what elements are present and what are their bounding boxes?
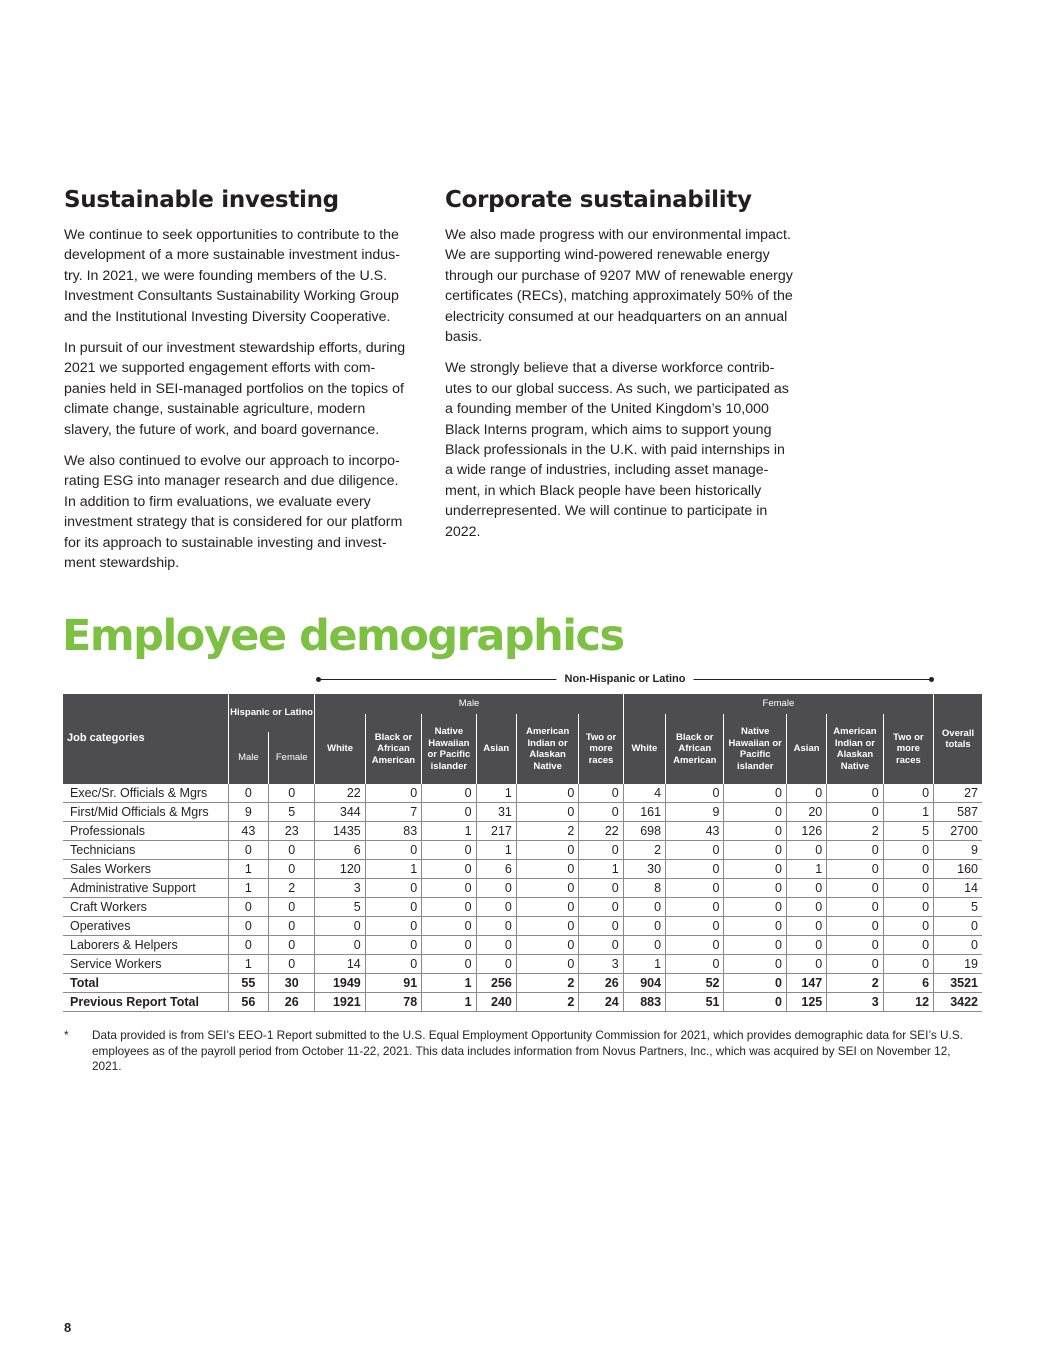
job-category-cell: Professionals: [63, 822, 228, 841]
value-cell: 43: [666, 822, 724, 841]
value-cell: 0: [883, 841, 933, 860]
job-category-cell: Administrative Support: [63, 879, 228, 898]
header-female-asian: Asian: [786, 714, 826, 784]
value-cell: 0: [786, 955, 826, 974]
value-cell: 20: [786, 803, 826, 822]
value-cell: 883: [623, 993, 665, 1012]
header-job-categories: Job categories: [63, 694, 228, 784]
sustainable-paragraph-1: We continue to seek opportunities to contribute to the development of a more sustainable investment industry. In 2021, we were founding members of the U.S. Investment Consultants Sustainability Working Group and the Institutional Investing Diversity Cooperative.: [64, 227, 400, 325]
value-cell: 0: [934, 936, 982, 955]
value-cell: 0: [579, 917, 623, 936]
value-cell: 1921: [315, 993, 365, 1012]
header-male-white: White: [315, 714, 365, 784]
header-female-two-or-more: Two or more races: [883, 714, 933, 784]
value-cell: 0: [422, 784, 476, 803]
header-overall-totals: Overall totals: [934, 694, 982, 784]
value-cell: 0: [724, 936, 786, 955]
value-cell: 3: [827, 993, 883, 1012]
value-cell: 1: [365, 860, 421, 879]
corporate-paragraph-2: We strongly believe that a diverse workforce contributes to our global success. As such, we participated as a founding member of the United Kingdom’s 10,000 Black Interns program, which aims to support young Black professionals in the U.K. with paid internships in a wide range of industries, including asset management, in which Black people have been historically underrepresented. We will continue to participate in 2022.: [445, 360, 789, 540]
value-cell: 0: [827, 841, 883, 860]
value-cell: 1: [476, 784, 516, 803]
job-category-cell: First/Mid Officials & Mgrs: [63, 803, 228, 822]
value-cell: 22: [579, 822, 623, 841]
job-category-cell: Sales Workers: [63, 860, 228, 879]
value-cell: 0: [579, 784, 623, 803]
value-cell: 0: [724, 879, 786, 898]
value-cell: 0: [365, 936, 421, 955]
value-cell: 0: [315, 917, 365, 936]
value-cell: 1: [623, 955, 665, 974]
value-cell: 26: [269, 993, 315, 1012]
value-cell: 0: [666, 917, 724, 936]
value-cell: 0: [269, 955, 315, 974]
value-cell: 0: [724, 955, 786, 974]
value-cell: 5: [883, 822, 933, 841]
value-cell: 1: [228, 955, 268, 974]
value-cell: 19: [934, 955, 982, 974]
non-hispanic-label: Non-Hispanic or Latino: [557, 671, 694, 687]
value-cell: 0: [827, 860, 883, 879]
value-cell: 0: [579, 841, 623, 860]
value-cell: 0: [827, 784, 883, 803]
value-cell: 9: [228, 803, 268, 822]
value-cell: 0: [365, 955, 421, 974]
value-cell: 0: [516, 936, 578, 955]
value-cell: 0: [883, 936, 933, 955]
value-cell: 0: [666, 860, 724, 879]
value-cell: 698: [623, 822, 665, 841]
value-cell: 78: [365, 993, 421, 1012]
value-cell: 0: [724, 841, 786, 860]
value-cell: 0: [422, 860, 476, 879]
value-cell: 24: [579, 993, 623, 1012]
value-cell: 5: [315, 898, 365, 917]
value-cell: 5: [934, 898, 982, 917]
value-cell: 0: [623, 936, 665, 955]
footnote-text: Data provided is from SEI’s EEO-1 Report submitted to the U.S. Equal Employment Opportunity Commission for 2021, which provides demographic data for SEI’s U.S. employees as of the payroll period from October 11-22, 2021. This data includes information from Novus Partners, Inc., which was acquired by SEI on November 12, 2021.: [92, 1028, 963, 1073]
value-cell: 0: [422, 917, 476, 936]
value-cell: 0: [724, 898, 786, 917]
value-cell: 0: [883, 955, 933, 974]
job-category-cell: Craft Workers: [63, 898, 228, 917]
job-category-cell: Service Workers: [63, 955, 228, 974]
value-cell: 0: [724, 822, 786, 841]
value-cell: 0: [365, 879, 421, 898]
value-cell: 0: [228, 936, 268, 955]
value-cell: 0: [786, 898, 826, 917]
table-row: [63, 936, 982, 955]
value-cell: 0: [827, 803, 883, 822]
value-cell: 2: [516, 822, 578, 841]
value-cell: 5: [269, 803, 315, 822]
value-cell: 0: [269, 841, 315, 860]
value-cell: 51: [666, 993, 724, 1012]
table-row: [63, 841, 982, 860]
value-cell: 1: [422, 993, 476, 1012]
value-cell: 0: [422, 936, 476, 955]
value-cell: 0: [827, 936, 883, 955]
value-cell: 344: [315, 803, 365, 822]
value-cell: 0: [516, 898, 578, 917]
value-cell: 8: [623, 879, 665, 898]
value-cell: 0: [422, 841, 476, 860]
value-cell: 0: [516, 803, 578, 822]
sustainable-paragraph-2: In pursuit of our investment stewardship efforts, during 2021 we supported engagement efforts with companies held in SEI-managed portfolios on the topics of climate change, sustainable agriculture, modern slavery, the future of work, and board governance.: [64, 340, 406, 438]
value-cell: 1949: [315, 974, 365, 993]
header-hispanic: Hispanic or Latino: [228, 694, 315, 732]
value-cell: 904: [623, 974, 665, 993]
table-row: [63, 879, 982, 898]
value-cell: 2: [623, 841, 665, 860]
value-cell: 0: [666, 955, 724, 974]
value-cell: 0: [827, 917, 883, 936]
value-cell: 0: [883, 860, 933, 879]
value-cell: 14: [934, 879, 982, 898]
value-cell: 0: [516, 917, 578, 936]
value-cell: 43: [228, 822, 268, 841]
value-cell: 0: [786, 879, 826, 898]
corporate-paragraph-1: We also made progress with our environmental impact. We are supporting wind-powered renewable energy through our purchase of 9207 MW of renewable energy certificates (RECs), matching approximately 50% of the electricity consumed at our headquarters on an annual basis.: [445, 227, 793, 346]
value-cell: 0: [786, 917, 826, 936]
table-row: [63, 803, 982, 822]
value-cell: 0: [579, 803, 623, 822]
value-cell: 56: [228, 993, 268, 1012]
value-cell: 0: [579, 879, 623, 898]
value-cell: 0: [724, 974, 786, 993]
value-cell: 7: [365, 803, 421, 822]
sustainable-investing-section: [64, 185, 412, 585]
employee-demographics-title: Employee demographics: [62, 611, 624, 661]
job-category-cell: Exec/Sr. Officials & Mgrs: [63, 784, 228, 803]
value-cell: 0: [516, 955, 578, 974]
value-cell: 0: [476, 955, 516, 974]
value-cell: 3: [315, 879, 365, 898]
value-cell: 83: [365, 822, 421, 841]
sustainable-investing-heading: Sustainable investing: [64, 187, 339, 213]
value-cell: 0: [365, 917, 421, 936]
value-cell: 1: [228, 860, 268, 879]
value-cell: 0: [786, 841, 826, 860]
value-cell: 0: [883, 784, 933, 803]
value-cell: 2700: [934, 822, 982, 841]
value-cell: 0: [228, 784, 268, 803]
header-hispanic-male: Male: [228, 732, 268, 784]
value-cell: 30: [269, 974, 315, 993]
value-cell: 0: [724, 993, 786, 1012]
value-cell: 0: [827, 955, 883, 974]
value-cell: 0: [786, 784, 826, 803]
value-cell: 0: [724, 803, 786, 822]
value-cell: 240: [476, 993, 516, 1012]
value-cell: 9: [934, 841, 982, 860]
value-cell: 0: [269, 936, 315, 955]
bracket-dot-left: [316, 677, 321, 682]
value-cell: 0: [623, 898, 665, 917]
corporate-sustainability-section: [445, 185, 793, 553]
value-cell: 1435: [315, 822, 365, 841]
value-cell: 2: [516, 974, 578, 993]
total-row: [63, 993, 982, 1012]
table-row: [63, 822, 982, 841]
header-female-native: Native Hawaiian or Pacific islander: [724, 714, 786, 784]
value-cell: 0: [228, 898, 268, 917]
value-cell: 256: [476, 974, 516, 993]
value-cell: 0: [516, 860, 578, 879]
value-cell: 1: [476, 841, 516, 860]
value-cell: 0: [476, 936, 516, 955]
total-row: [63, 974, 982, 993]
value-cell: 0: [516, 784, 578, 803]
value-cell: 0: [883, 917, 933, 936]
value-cell: 0: [579, 936, 623, 955]
value-cell: 1: [883, 803, 933, 822]
value-cell: 0: [786, 936, 826, 955]
table-row: [63, 955, 982, 974]
value-cell: 0: [827, 898, 883, 917]
value-cell: 0: [666, 841, 724, 860]
value-cell: 0: [666, 879, 724, 898]
value-cell: 0: [666, 898, 724, 917]
value-cell: 0: [516, 879, 578, 898]
value-cell: 1: [422, 822, 476, 841]
footnote-mark: *: [64, 1028, 69, 1042]
table-row: [63, 784, 982, 803]
value-cell: 0: [934, 917, 982, 936]
value-cell: 2: [269, 879, 315, 898]
value-cell: 0: [422, 898, 476, 917]
value-cell: 0: [724, 917, 786, 936]
value-cell: 0: [269, 898, 315, 917]
value-cell: 160: [934, 860, 982, 879]
value-cell: 147: [786, 974, 826, 993]
value-cell: 31: [476, 803, 516, 822]
value-cell: 26: [579, 974, 623, 993]
header-male-black: Black or African American: [365, 714, 421, 784]
value-cell: 0: [365, 841, 421, 860]
value-cell: 0: [476, 917, 516, 936]
value-cell: 0: [827, 879, 883, 898]
job-category-cell: Total: [63, 974, 228, 993]
value-cell: 0: [269, 917, 315, 936]
value-cell: 0: [269, 784, 315, 803]
table-row: [63, 860, 982, 879]
value-cell: 1: [579, 860, 623, 879]
job-category-cell: Previous Report Total: [63, 993, 228, 1012]
header-male-group: Male: [315, 694, 623, 714]
bracket-dot-right: [929, 677, 934, 682]
corporate-sustainability-heading: Corporate sustainability: [445, 187, 752, 213]
value-cell: 0: [579, 898, 623, 917]
value-cell: 0: [516, 841, 578, 860]
demographics-table: [63, 694, 982, 1012]
value-cell: 30: [623, 860, 665, 879]
header-male-asian: Asian: [476, 714, 516, 784]
value-cell: 161: [623, 803, 665, 822]
value-cell: 0: [883, 879, 933, 898]
value-cell: 0: [315, 936, 365, 955]
value-cell: 0: [422, 955, 476, 974]
value-cell: 2: [516, 993, 578, 1012]
value-cell: 6: [883, 974, 933, 993]
value-cell: 0: [724, 784, 786, 803]
header-female-american-indian: American Indian or Alaskan Native: [827, 714, 883, 784]
value-cell: 3422: [934, 993, 982, 1012]
value-cell: 0: [883, 898, 933, 917]
non-hispanic-bracket: [318, 671, 932, 687]
value-cell: 0: [269, 860, 315, 879]
header-male-native: Native Hawaiian or Pacific islander: [422, 714, 476, 784]
value-cell: 0: [365, 784, 421, 803]
value-cell: 120: [315, 860, 365, 879]
value-cell: 217: [476, 822, 516, 841]
value-cell: 0: [476, 898, 516, 917]
header-female-group: Female: [623, 694, 933, 714]
value-cell: 0: [724, 860, 786, 879]
job-category-cell: Technicians: [63, 841, 228, 860]
value-cell: 126: [786, 822, 826, 841]
value-cell: 1: [228, 879, 268, 898]
value-cell: 22: [315, 784, 365, 803]
value-cell: 2: [827, 822, 883, 841]
page-number: 8: [64, 1320, 72, 1335]
job-category-cell: Operatives: [63, 917, 228, 936]
value-cell: 0: [228, 917, 268, 936]
value-cell: 0: [228, 841, 268, 860]
value-cell: 91: [365, 974, 421, 993]
value-cell: 0: [623, 917, 665, 936]
value-cell: 6: [315, 841, 365, 860]
job-category-cell: Laborers & Helpers: [63, 936, 228, 955]
value-cell: 0: [666, 784, 724, 803]
value-cell: 0: [666, 936, 724, 955]
value-cell: 2: [827, 974, 883, 993]
value-cell: 0: [422, 879, 476, 898]
value-cell: 0: [365, 898, 421, 917]
value-cell: 3521: [934, 974, 982, 993]
sustainable-paragraph-3: We also continued to evolve our approach to incorporating ESG into manager research and due diligence. In addition to firm evaluations, we evaluate every investment strategy that is considered for our platform for its approach to sustainable investing and investment stewardship.: [64, 453, 403, 572]
value-cell: 14: [315, 955, 365, 974]
table-row: [63, 898, 982, 917]
header-hispanic-female: Female: [269, 732, 315, 784]
footnote: [64, 1028, 979, 1075]
value-cell: 3: [579, 955, 623, 974]
value-cell: 6: [476, 860, 516, 879]
value-cell: 27: [934, 784, 982, 803]
header-female-black: Black or African American: [666, 714, 724, 784]
value-cell: 4: [623, 784, 665, 803]
value-cell: 9: [666, 803, 724, 822]
value-cell: 1: [422, 974, 476, 993]
value-cell: 125: [786, 993, 826, 1012]
header-male-two-or-more: Two or more races: [579, 714, 623, 784]
value-cell: 12: [883, 993, 933, 1012]
header-male-american-indian: American Indian or Alaskan Native: [516, 714, 578, 784]
value-cell: 587: [934, 803, 982, 822]
value-cell: 0: [422, 803, 476, 822]
value-cell: 23: [269, 822, 315, 841]
table-row: [63, 917, 982, 936]
value-cell: 1: [786, 860, 826, 879]
value-cell: 52: [666, 974, 724, 993]
header-female-white: White: [623, 714, 665, 784]
value-cell: 0: [476, 879, 516, 898]
value-cell: 55: [228, 974, 268, 993]
